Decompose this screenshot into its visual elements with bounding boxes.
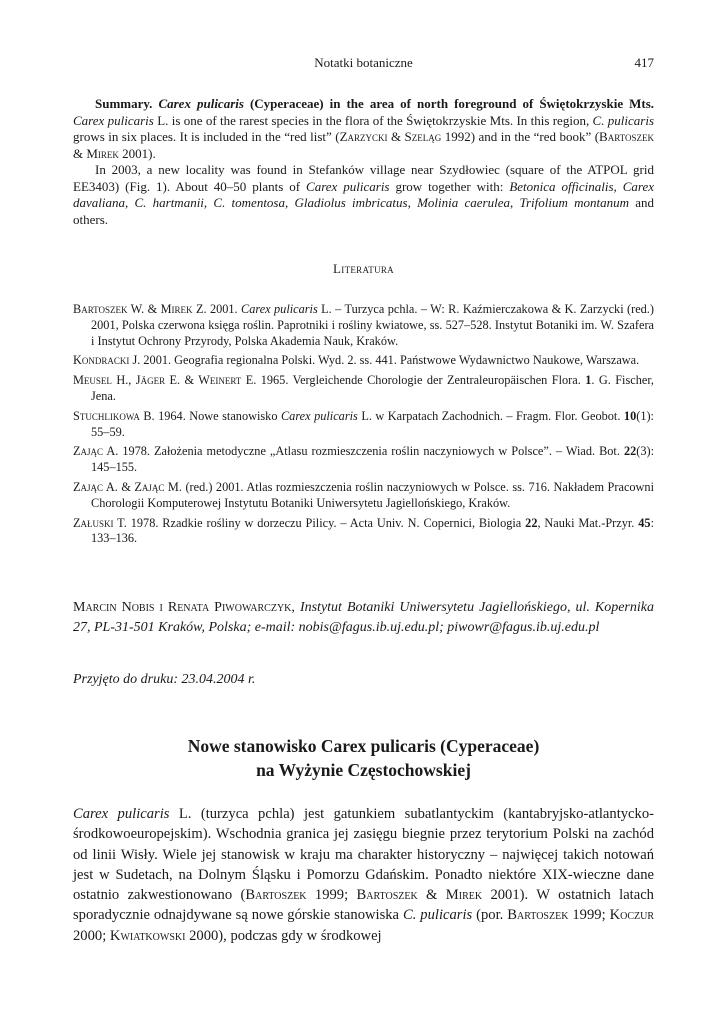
reference-item: Kondracki J. 2001. Geografia regionalna Polski. Wyd. 2. ss. 441. Państwowe Wydawnictwo Naukowe, Warszawa. [73, 353, 640, 368]
summary-paragraph-1: Summary. Carex pulicaris (Cyperaceae) in the area of north foreground of Świętokrzyskie Mts. Carex pulicaris L. is one of the rarest species in the flora of the Świętokrzyskie Mts. In this region, C. pulicaris grows in six places. It is included in the “red list” (Zarzycki & Szeląg 1992) and in the “red book” (Bartoszek & Mirek 2001). [73, 96, 655, 161]
reference-item: Załuski T. 1978. Rzadkie rośliny w dorzeczu Pilicy. – Acta Univ. N. Copernici, Biologia 22, Nauki Mat.-Przyr. 45: 133–136. [73, 515, 654, 546]
summary-title-species: Carex pulicaris [158, 96, 244, 111]
reference-item: Meusel H., Jäger E. & Weinert E. 1965. Vergleichende Chorologie der Zentraleuropäischen Flora. 1. G. Fischer, Jena. [73, 373, 654, 403]
article-title-line-1: Nowe stanowisko Carex pulicaris (Cyperaceae) [187, 736, 540, 756]
article-title [73, 734, 654, 782]
summary-label: Summary. [95, 96, 153, 111]
accepted-date: Przyjęto do druku: 23.04.2004 r. [73, 672, 256, 687]
running-title: Notatki botaniczne [314, 55, 413, 70]
article-title-line-2: na Wyżynie Częstochowskiej [256, 760, 471, 780]
author-names: Marcin Nobis i Renata Piwowarczyk, [73, 600, 295, 615]
reference-item: Zając A. & Zając M. (red.) 2001. Atlas rozmieszczenia roślin naczyniowych w Polsce. ss. 716. Nakładem Pracowni Chorologii Komputerowej Instytutu Botaniki Uniwersytetu Jagiellońskiego, Kraków. [73, 479, 654, 510]
author-affiliation [73, 598, 654, 638]
summary-paragraph-2: In 2003, a new locality was found in Stefanków village near Szydłowiec (square of the ATPOL grid EE3403) (Fig. 1). About 40–50 plants of Carex pulicaris grow together with: Betonica officinalis, Carex davaliana, C. hartmanii, C. tomentosa, Gladiolus imbricatus, Molinia caerulea, Trifolium montanum and others. [73, 162, 654, 227]
reference-item: Bartoszek W. & Mirek Z. 2001. Carex pulicaris L. – Turzyca pchla. – W: R. Kaźmierczakowa & K. Zarzycki (red.) 2001, Polska czerwona księga roślin. Paprotniki i rośliny kwiatowe, ss. 527–528. Instytut Botaniki im. W. Szafera i Instytut Ochrony Przyrody, Polska Akademia Nauk, Kraków. [73, 302, 654, 348]
reference-item: Stuchlikowa B. 1964. Nowe stanowisko Carex pulicaris L. w Karpatach Zachodnich. – Fragm. Flor. Geobot. 10(1): 55–59. [73, 408, 654, 439]
literature-heading: Literatura [333, 261, 394, 276]
affiliation-address: Instytut Botaniki Uniwersytetu Jagiellońskiego, ul. Kopernika 27, PL-31-501 Kraków, Polska; e-mail: nobis@fagus.ib.uj.edu.pl; piwowr@fagus.ib.uj.edu.pl [73, 600, 654, 635]
article-body [73, 804, 654, 946]
reference-list [73, 302, 654, 551]
page-number: 417 [634, 55, 654, 70]
summary-title: (Cyperaceae) in the area of north foreground of Świętokrzyskie Mts. [249, 96, 655, 111]
reference-item: Zając A. 1978. Założenia metodyczne „Atlasu rozmieszczenia roślin naczyniowych w Polsce”. – Wiad. Bot. 22(3): 145–155. [73, 444, 654, 475]
summary-section [73, 96, 654, 228]
body-paragraph: Carex pulicaris L. (turzyca pchla) jest gatunkiem subatlantyckim (kantabryjsko-atlantycko-środkowoeuropejskim). Wschodnia granica jej zasięgu biegnie przez terytorium Polski na zachód od linii Wisły. Wiele jej stanowisk w kraju ma charakter historyczny – najwięcej takich notowań jest w Sudetach, na Dolnym Śląsku i Pomorzu Gdańskim. Ponadto niektóre XIX-wieczne dane ostatnio zakwestionowano (Bartoszek 1999; Bartoszek & Mirek 2001). W ostatnich latach sporadycznie odnajdywane są nowe górskie stanowiska C. pulicaris (por. Bartoszek 1999; Koczur 2000; Kwiatkowski 2000), podczas gdy w środkowej [73, 806, 654, 944]
running-header [73, 55, 654, 73]
